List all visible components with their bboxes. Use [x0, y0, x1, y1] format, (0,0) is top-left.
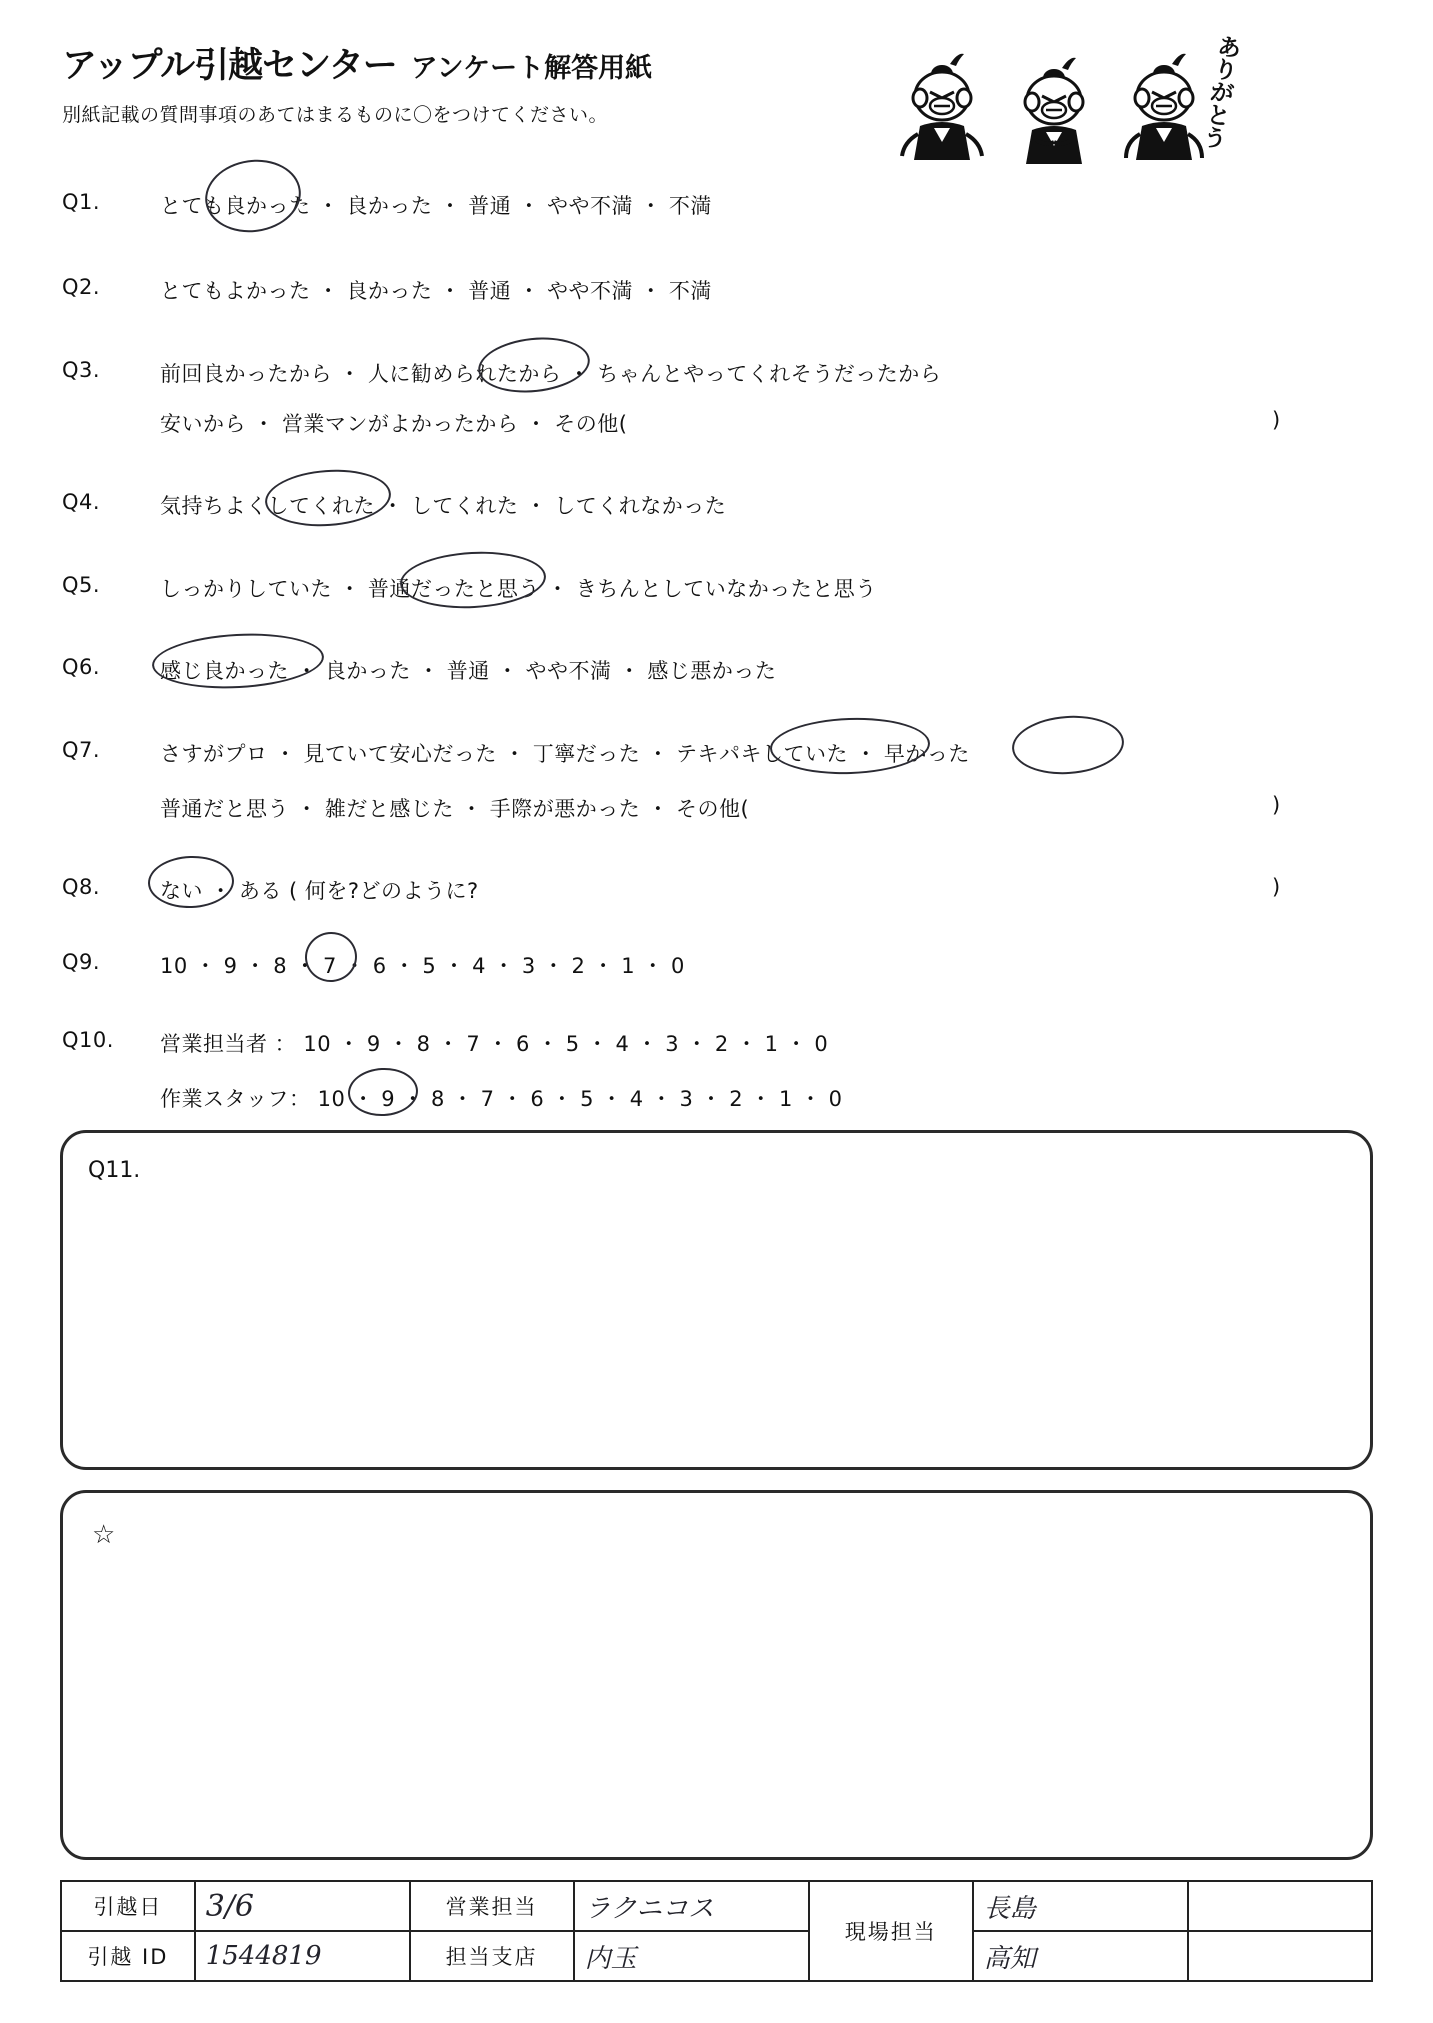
table-row	[61, 1881, 1372, 1931]
site-rep-label: 現場担当	[809, 1881, 973, 1981]
q7-options-line2[interactable]: 普通だと思う ・ 雑だと感じた ・ 手際が悪かった ・ その他(	[160, 797, 750, 821]
q2-options[interactable]: とてもよかった ・ 良かった ・ 普通 ・ やや不満 ・ 不満	[160, 279, 712, 303]
mascot-group	[880, 30, 1300, 170]
moving-date-label: 引越日	[61, 1881, 195, 1931]
q7-options-line1[interactable]: さすがプロ ・ 見ていて安心だった ・ 丁寧だった ・ テキパキしていた ・ 早かった	[160, 742, 970, 766]
footer-blank-1[interactable]	[1188, 1881, 1372, 1931]
q5-options[interactable]: しっかりしていた ・ 普通だったと思う ・ きちんとしていなかったと思う	[160, 577, 877, 601]
sales-rep-label: 営業担当	[410, 1881, 574, 1931]
q9-label: Q9.	[62, 950, 101, 974]
q3-options-line1[interactable]: 前回良かったから ・ 人に勧められたから ・ ちゃんとやってくれそうだったから	[160, 362, 942, 386]
thanks-char-4: と	[1205, 101, 1233, 132]
q6-label: Q6.	[62, 655, 101, 679]
sales-rep-value[interactable]: ラクニコス	[574, 1881, 809, 1931]
page-title: アンケート解答用紙	[410, 53, 653, 84]
moving-id-value[interactable]: 1544819	[195, 1931, 410, 1981]
q5-label: Q5.	[62, 573, 101, 597]
moving-id-label: 引越 ID	[61, 1931, 195, 1981]
q7-close-paren: )	[1272, 793, 1281, 817]
star-icon: ☆	[92, 1520, 116, 1550]
q4-label: Q4.	[62, 490, 101, 514]
q7-circle-mark-hayakatta	[1010, 712, 1126, 778]
q4-circle-mark	[263, 466, 393, 531]
q10-label: Q10.	[62, 1028, 114, 1052]
footer-blank-2[interactable]	[1188, 1931, 1372, 1981]
q3-label: Q3.	[62, 358, 101, 382]
thanks-char-1: あ	[1215, 33, 1244, 64]
q3-options-line2[interactable]: 安いから ・ 営業マンがよかったから ・ その他(	[160, 412, 628, 436]
q10-sales-scale[interactable]: 営業担当者 ： 10 ・ 9 ・ 8 ・ 7 ・ 6 ・ 5 ・ 4 ・ 3 ・ 2 ・ 1 ・ 0	[160, 1032, 829, 1056]
instruction-text: 別紙記載の質問事項のあてはまるものに〇をつけてください。	[62, 104, 609, 126]
branch-value[interactable]: 内玉	[574, 1931, 809, 1981]
branch-label: 担当支店	[410, 1931, 574, 1981]
thanks-text	[1201, 33, 1309, 164]
thanks-char-5: う	[1201, 124, 1230, 154]
title-row	[62, 38, 902, 88]
q6-options[interactable]: 感じ良かった ・ 良かった ・ 普通 ・ やや不満 ・ 感じ悪かった	[160, 659, 777, 683]
q10-staff-scale[interactable]: 作業スタッフ： 10 ・ 9 ・ 8 ・ 7 ・ 6 ・ 5 ・ 4 ・ 3 ・ 2 ・ 1 ・ 0	[160, 1087, 843, 1111]
document-header	[62, 38, 902, 127]
q4-options[interactable]: 気持ちよくしてくれた ・ してくれた ・ してくれなかった	[160, 494, 727, 518]
q1-circle-mark	[200, 154, 305, 239]
thanks-char-2: り	[1212, 56, 1240, 86]
comment-box-q11-label: Q11.	[88, 1158, 141, 1183]
q1-options[interactable]: とても良かった ・ 良かった ・ 普通 ・ やや不満 ・ 不満	[160, 194, 712, 218]
q8-label: Q8.	[62, 875, 101, 899]
q8-close-paren: )	[1272, 875, 1281, 899]
q7-label: Q7.	[62, 738, 101, 762]
site-rep-value-2[interactable]: 高知	[973, 1931, 1188, 1981]
q9-scale[interactable]: 10 ・ 9 ・ 8 ・ 7 ・ 6 ・ 5 ・ 4 ・ 3 ・ 2 ・ 1 ・ 0	[160, 954, 685, 978]
table-row	[61, 1931, 1372, 1981]
q3-close-paren: )	[1272, 408, 1281, 432]
thanks-char-3: が	[1208, 79, 1237, 109]
monkey-icon	[890, 48, 994, 168]
comment-box-q11[interactable]	[60, 1130, 1373, 1470]
moving-date-value[interactable]: 3/6	[195, 1881, 410, 1931]
q1-label: Q1.	[62, 190, 101, 214]
monkey-icon	[1002, 52, 1106, 172]
footer-table	[60, 1880, 1373, 1982]
brand-title: アップル引越センター	[62, 46, 397, 86]
comment-box-star[interactable]	[60, 1490, 1373, 1860]
q8-options[interactable]: ない ・ ある ( 何を?どのように?	[160, 879, 479, 903]
q2-label: Q2.	[62, 275, 101, 299]
site-rep-value-1[interactable]: 長島	[973, 1881, 1188, 1931]
